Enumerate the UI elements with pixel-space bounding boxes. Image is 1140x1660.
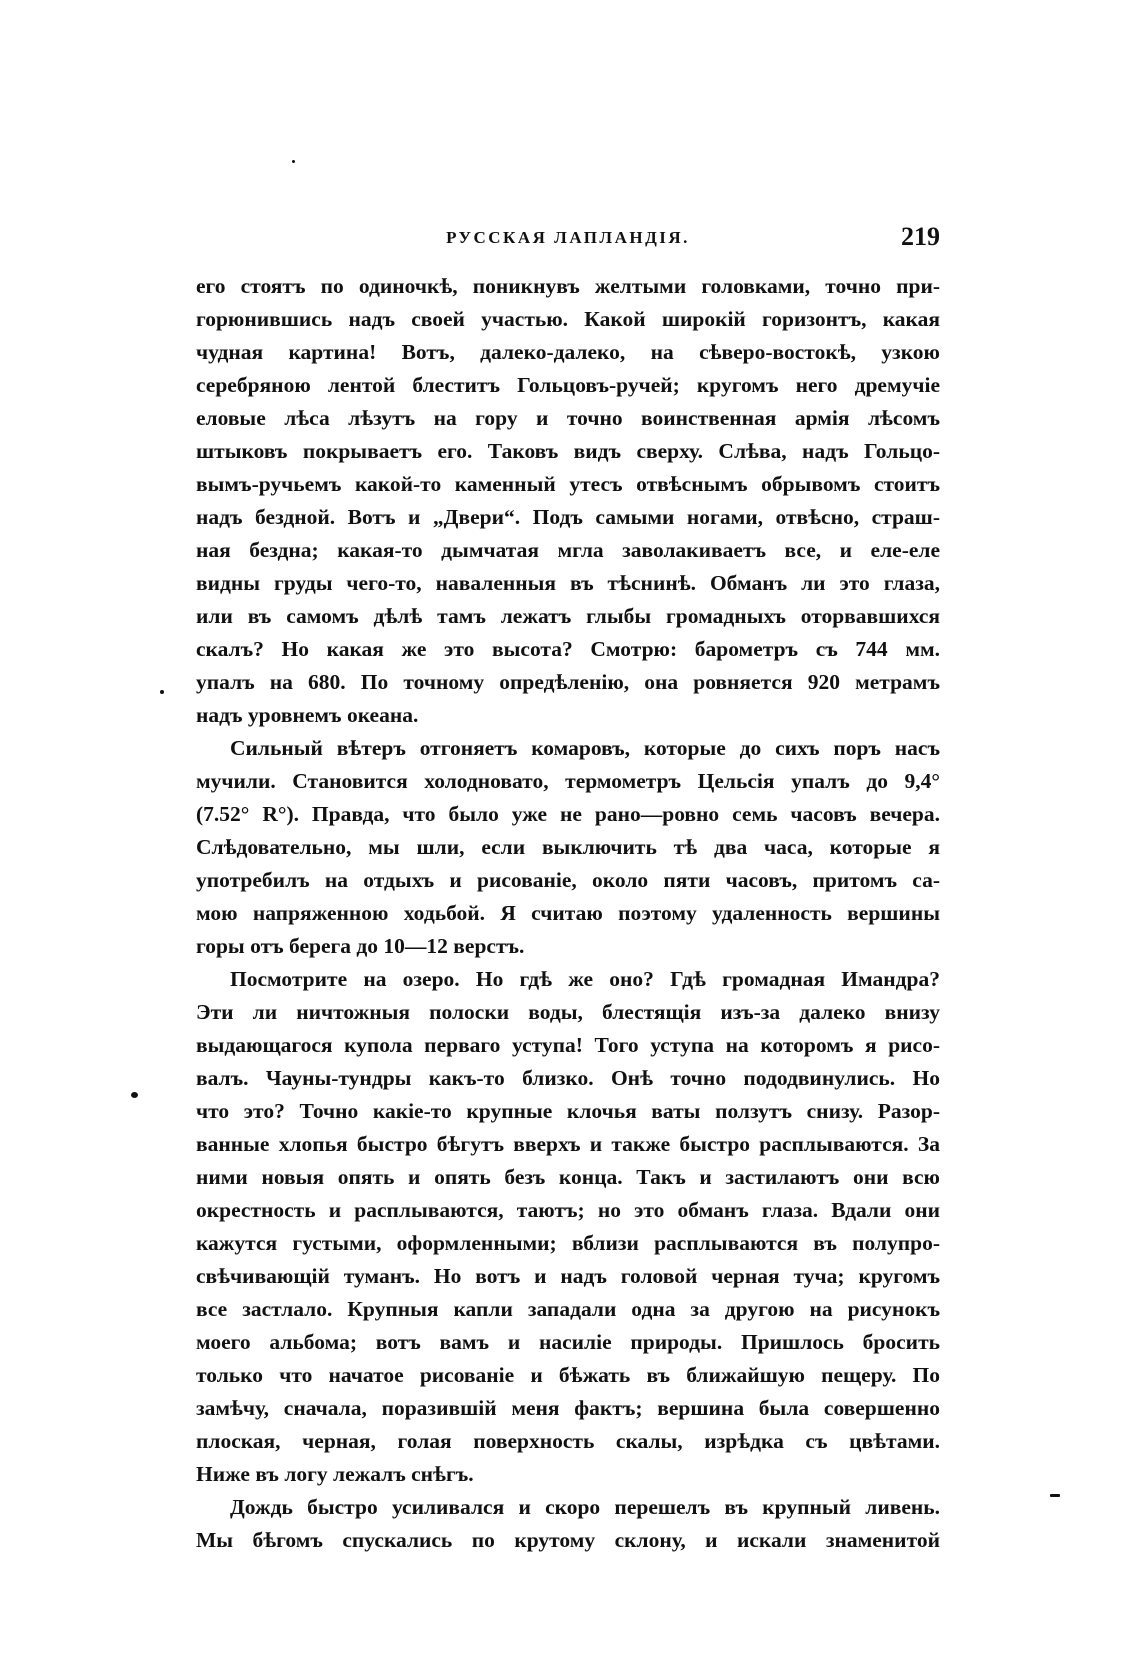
text-line: кажутся густыми, оформленными; вблизи расплываются въ полупро- [196,1231,940,1255]
text-line: штыковъ покрываетъ его. Таковъ видъ сверху. Слѣва, надъ Гольцо- [196,439,940,463]
text-line: горы отъ берега до 10—12 верстъ. [196,934,525,958]
text-line: его стоятъ по одиночкѣ, поникнувъ желтыми головками, точно при- [196,274,940,298]
text-line: скалъ? Но какая же это высота? Смотрю: барометръ съ 744 мм. [196,637,940,661]
text-line: свѣчивающій туманъ. Но вотъ и надъ головой черная туча; кругомъ [196,1264,940,1288]
text-line: все застлало. Крупныя капли западали одна за другою на рисунокъ [196,1297,940,1321]
text-line: что это? Точно какіе-то крупные клочья ваты ползутъ снизу. Разор- [196,1099,940,1123]
text-line: Слѣдовательно, мы шли, если выключить тѣ два часа, которые я [196,835,940,859]
text-line: Ниже въ логу лежалъ снѣгъ. [196,1462,474,1486]
text-line: еловые лѣса лѣзутъ на гору и точно воинственная армія лѣсомъ [196,406,940,430]
text-line: надъ уровнемъ океана. [196,703,419,727]
text-line: валъ. Чауны-тундры какъ-то близко. Онѣ точно пододвинулись. Но [196,1066,940,1090]
text-line: серебряною лентой блеститъ Гольцовъ-ручей; кругомъ него дремучіе [196,373,940,397]
text-line: чудная картина! Вотъ, далеко-далеко, на сѣверо-востокѣ, узкою [196,340,940,364]
text-line: горюнившись надъ своей участью. Какой широкій горизонтъ, какая [196,307,940,331]
text-line: мучили. Становится холодновато, термометръ Цельсія упалъ до 9,4° [196,769,940,793]
text-line: ванные хлопья быстро бѣгутъ вверхъ и также быстро расплываются. За [196,1132,940,1156]
text-line: ная бездна; какая-то дымчатая мгла заволакиваетъ все, и еле-еле [196,538,940,562]
text-line: выдающагося купола перваго уступа! Того уступа на которомъ я рисо- [196,1033,940,1057]
text-line: употребилъ на отдыхъ и рисованіе, около пяти часовъ, притомъ са- [196,868,940,892]
text-line: видны груды чего-то, наваленныя въ тѣснинѣ. Обманъ ли это глаза, [196,571,940,595]
text-line: Дождь быстро усиливался и скоро перешелъ въ крупный ливень. [230,1495,940,1519]
text-line: окрестность и расплываются, таютъ; но это обманъ глаза. Вдали они [196,1198,940,1222]
text-line: плоская, черная, голая поверхность скалы, изрѣдка съ цвѣтами. [196,1429,940,1453]
text-line: вымъ-ручьемъ какой-то каменный утесъ отвѣснымъ обрывомъ стоитъ [196,472,940,496]
page-number: 219 [901,222,940,251]
text-line: только что начатое рисованіе и бѣжать въ ближайшую пещеру. По [196,1363,940,1387]
scan-speck [131,1092,138,1098]
scan-speck [1050,1494,1060,1497]
text-line: ними новыя опять и опять безъ конца. Такъ и застилаютъ они всю [196,1165,940,1189]
running-header [196,222,940,258]
text-line: упалъ на 680. По точному опредѣленію, она ровняется 920 метрамъ [196,670,940,694]
text-line: Посмотрите на озеро. Но гдѣ же оно? Гдѣ громадная Имандра? [230,967,940,991]
text-line: мою напряженною ходьбой. Я считаю поэтому удаленность вершины [196,901,940,925]
text-line: или въ самомъ дѣлѣ тамъ лежатъ глыбы громадныхъ оторвавшихся [196,604,940,628]
text-line: надъ бездной. Вотъ и „Двери“. Подъ самыми ногами, отвѣсно, страш- [196,505,940,529]
body-text [196,270,940,1557]
text-line: Эти ли ничтожныя полоски воды, блестящія изъ-за далеко внизу [196,1000,940,1024]
scan-speck [160,690,164,694]
running-title: РУССКАЯ ЛАПЛАНДІЯ. [446,228,690,247]
text-line: замѣчу, сначала, поразившій меня фактъ; вершина была совершенно [196,1396,940,1420]
text-line: Сильный вѣтеръ отгоняетъ комаровъ, которые до сихъ поръ насъ [230,736,940,760]
scan-speck [292,160,295,163]
text-line: Мы бѣгомъ спускались по крутому склону, и искали знаменитой [196,1528,940,1552]
text-line: моего альбома; вотъ вамъ и насиліе природы. Пришлось бросить [196,1330,940,1354]
text-line: (7.52° R°). Правда, что было уже не рано—ровно семь часовъ вечера. [196,802,940,826]
